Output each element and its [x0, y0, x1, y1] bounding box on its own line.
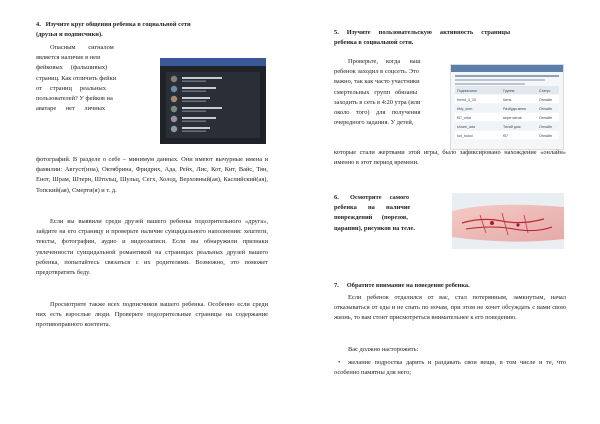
section-4-paragraph-line: от страниц реальных	[36, 84, 106, 92]
friend-status-line	[182, 121, 206, 122]
table-cell: Разбуди меня	[503, 107, 527, 111]
section-5-heading-line1: 5. Изучите пользовательскую активность страницы	[334, 29, 511, 36]
friend-name-line	[182, 127, 210, 129]
table-cell: Онлайн	[539, 116, 552, 120]
warning-bullet-item: желание подростка дарить и раздавать свои вещи, в том числе и те, что особенно памятны для него;	[334, 359, 566, 377]
section-5-paragraph-line: смертельных групп обязаны	[334, 88, 418, 96]
section-5-heading	[334, 28, 566, 48]
table-cell: Онлайн	[539, 107, 552, 111]
friend-status-line	[182, 111, 206, 112]
section-6-heading-line: повреждений (порезов,	[334, 214, 408, 222]
section-5-paragraph-line: важно, так как часто участники	[334, 78, 420, 86]
section-5-paragraph-narrow	[334, 57, 446, 128]
section-5-heading-line2: ребенка в социальной сети.	[334, 39, 414, 47]
table-cell: Онлайн	[539, 98, 552, 102]
friend-avatar	[171, 76, 177, 82]
section-6-heading-line: ребенка на наличие	[334, 204, 411, 212]
friend-name-line	[182, 107, 222, 109]
section-4-paragraph-line: страниц. Как отличить фейки	[36, 74, 117, 82]
friend-avatar	[171, 86, 177, 92]
section-7-paragraph: Если ребенок отдалился от вас, стал потерянным, замкнутым, начал отказываться от еды и не спать по ночам, при этом не хочет обсуждать с вами свою жизнь, то вам стоит присмотреться внимательнее к его поведению.	[334, 294, 566, 322]
table-cell: море китов	[503, 116, 522, 120]
section-5-paragraph-rest: которые стали жертвами этой игры, было зафиксировано нахождение «онлайн» именно в этот период времени.	[334, 149, 566, 167]
section-4-paragraph-rest: фотографий. В разделе о себе – минимум данных. Они имеют вычурные имена и фамилии: Август(ина), Октябрина, Фридрих, Ада, Рейх, Лис, Кот, Кит, Вайс, Тян, Енот, Шрам, Штерн, Штольц, Шульц, Сегх, Холод, Верховный(ая), Каспийский(ая), Топский(ая), Смерти(я) и т. д.	[36, 156, 268, 194]
table-cell: kot_holod	[457, 134, 473, 138]
section-6-heading-line: царапин), рисунков на теле.	[334, 224, 415, 232]
friend-name-line	[182, 117, 216, 119]
friend-name-line	[182, 77, 222, 79]
section-4-paragraph-line: фейковых (фальшивых)	[36, 64, 108, 72]
table-cell: f57	[503, 134, 508, 138]
friend-name-line	[182, 87, 216, 89]
section-4-paragraph-subscribers: Просмотрите также всех подписчиков вашего ребенка. Особенно если среди них есть взрослые люди. Проверьте подозрительные страницы на содержание противоправного контента.	[36, 301, 268, 329]
friend-status-line	[182, 101, 206, 102]
section-4-heading-line2: (друзья и подписчики).	[36, 31, 103, 39]
table-cell: Онлайн	[539, 125, 552, 129]
section-5-paragraph-line: Проверьте, когда ваш	[348, 58, 421, 65]
section-4-paragraph-friends: Если вы выявили среди друзей вашего ребенка подозрительного «друга», зайдите на его страницу и проверьте наличие суицидального наполнения: хештеги, тексты, фотографии, аудио и видеозаписи. Если вы обнаружили признаки увлеченности суицидальной романтикой на страницах реальных друзей вашего ребенка, попытайтесь связаться с их родителями. Возможно, это поможет предотвратить беду.	[36, 218, 268, 277]
friend-name-line	[182, 97, 210, 99]
table-cell: tihiy_dom	[457, 107, 473, 111]
section-6-heading	[334, 193, 444, 234]
table-cell: f57_orka	[457, 116, 471, 120]
section-4-paragraph-line: пользователей? У фейков на	[36, 95, 113, 103]
table-cell: Онлайн	[539, 134, 552, 138]
section-4-paragraph-line: аватаре нет личных	[36, 105, 106, 113]
section-4-paragraph-line: является наличие в нем	[36, 54, 100, 62]
warning-lead-in: Вас должно насторожить:	[348, 346, 419, 353]
friend-status-line	[182, 131, 206, 132]
table-cell: friend_4_20	[457, 98, 476, 102]
section-5-paragraph-line: около того) для получения	[334, 109, 421, 117]
section-4-heading-line1: 4. Изучите круг общения ребенка в социальной сети	[36, 21, 191, 28]
section-5-paragraph-line: ребенок заходил в соцсеть. Это	[334, 68, 419, 76]
section-7-heading: 7. Обратите внимание на поведение ребенка.	[334, 282, 470, 289]
friend-avatar	[171, 106, 177, 112]
section-4-paragraph-line: Опасным сигналом	[50, 44, 114, 51]
friend-status-line	[182, 91, 206, 92]
section-5-paragraph-line: очередного задания. У детей,	[334, 119, 414, 127]
friend-avatar	[171, 116, 177, 122]
arm-cuts-photo	[452, 193, 564, 249]
friend-avatar	[171, 126, 177, 132]
activity-table-screenshot	[450, 64, 564, 150]
table-cell: Тихий дом	[503, 125, 521, 129]
table-cell: Подписчики	[457, 89, 477, 93]
section-4-heading	[36, 20, 268, 40]
friend-status-line	[182, 81, 206, 82]
table-cell: shram_ada	[457, 125, 475, 129]
table-cell: Статус	[539, 89, 551, 93]
bullet-marker: •	[338, 359, 341, 366]
section-4-paragraph-narrow	[36, 43, 154, 114]
friend-avatar	[171, 96, 177, 102]
table-cell: Киты	[503, 98, 512, 102]
section-5-paragraph-line: заходить в сеть в 4:20 утра (или	[334, 98, 421, 106]
section-6-heading-line: 6. Осмотрите самого	[334, 194, 410, 201]
table-cell: Группа	[503, 89, 515, 93]
social-network-screenshot	[160, 58, 266, 144]
